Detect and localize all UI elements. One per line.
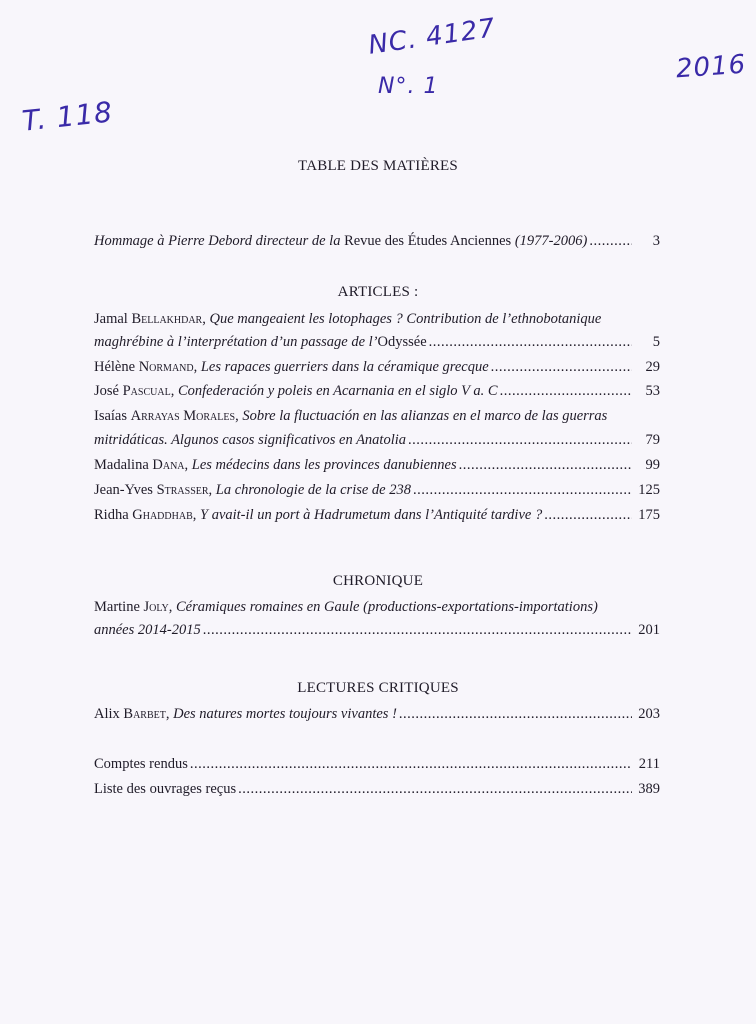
toc-entry-article-7: Ridha Ghaddhab, Y avait-il un port à Hadrumetum dans l’Antiquité tardive ? ..... 175 bbox=[94, 506, 660, 525]
section-heading-chronique: CHRONIQUE bbox=[332, 573, 424, 589]
handwritten-tome: T. 118 bbox=[20, 95, 115, 138]
page-number: 53 bbox=[645, 383, 660, 399]
toc-entry-article-1-line2: maghrébine à l’interprétation d’un passage de l’Odyssée ..... 5 bbox=[94, 333, 660, 352]
toc-entry-article-1-line1: Jamal Bellakhdar, Que mangeaient les lotophages ? Contribution de l’ethnobotanique bbox=[94, 311, 602, 327]
toc-entry-article-2: Hélène Normand, Les rapaces guerriers dans la céramique grecque ..... 29 bbox=[94, 358, 660, 377]
handwritten-issue-number: N°. 1 bbox=[378, 74, 439, 99]
page-number: 175 bbox=[638, 507, 660, 523]
page-number: 211 bbox=[638, 756, 660, 772]
handwritten-nc-number: NC. 4127 bbox=[366, 13, 498, 61]
toc-entry-chronique-line2: années 2014-2015 ..... 201 bbox=[94, 621, 660, 640]
toc-entry-article-4-line2: mitridáticas. Algunos casos significativos en Anatolia ..... 79 bbox=[94, 431, 660, 450]
toc-entry-article-3: José Pascual, Confederación y poleis en Acarnania en el siglo V a. C ..... 53 bbox=[94, 382, 660, 401]
toc-entry-ouvrages-recus: Liste des ouvrages reçus ..... 389 bbox=[94, 780, 660, 799]
page-number: 203 bbox=[638, 706, 660, 722]
page-number: 29 bbox=[645, 359, 660, 375]
section-heading-articles: ARTICLES : bbox=[337, 284, 419, 300]
hommage-years: (1977-2006) bbox=[514, 233, 588, 249]
toc-entry-chronique-line1: Martine Joly, Céramiques romaines en Gaule (productions-exportations-importations) bbox=[94, 599, 598, 615]
toc-entry-article-4-line1: Isaías Arrayas Morales, Sobre la fluctuación en las alianzas en el marco de las guerras bbox=[94, 408, 608, 424]
toc-entry-comptes-rendus: Comptes rendus ..... 211 bbox=[94, 755, 660, 774]
toc-entry-article-5: Madalina Dana, Les médecins dans les provinces danubiennes ..... 99 bbox=[94, 456, 660, 475]
toc-entry-hommage bbox=[94, 232, 660, 251]
page-number: 99 bbox=[645, 457, 660, 473]
hommage-text: Hommage à Pierre Debord directeur de la bbox=[94, 233, 341, 249]
page-title: TABLE DES MATIÈRES bbox=[298, 158, 458, 174]
page-number: 125 bbox=[638, 482, 660, 498]
toc-entry-article-6: Jean-Yves Strasser, La chronologie de la crise de 238 ..... 125 bbox=[94, 481, 660, 500]
toc-entry-lecture: Alix Barbet, Des natures mortes toujours vivantes ! ..... 203 bbox=[94, 705, 660, 724]
page-number: 201 bbox=[638, 622, 660, 638]
page-number: 3 bbox=[652, 233, 660, 249]
page-number: 5 bbox=[652, 334, 660, 350]
handwritten-year: 2016 bbox=[675, 49, 748, 85]
section-heading-lectures: LECTURES CRITIQUES bbox=[297, 680, 459, 696]
page-number: 389 bbox=[638, 781, 660, 797]
page-number: 79 bbox=[645, 432, 660, 448]
journal-name: Revue des Études Anciennes bbox=[344, 233, 512, 249]
